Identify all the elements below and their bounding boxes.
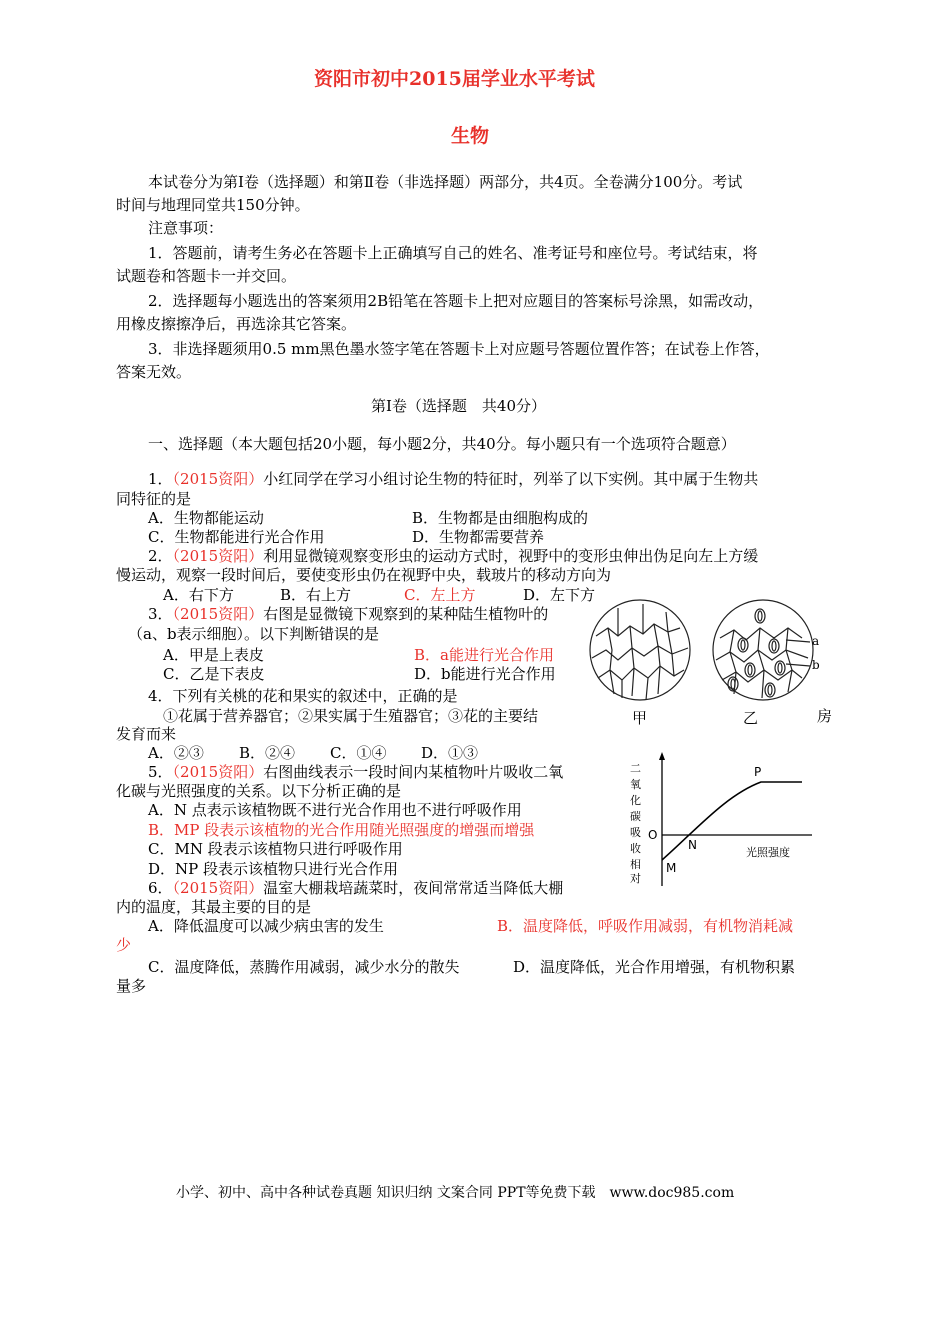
question-1 <box>148 469 758 489</box>
q1-num: 1． <box>148 470 173 488</box>
graph-ylabel-3: 化 <box>630 794 641 807</box>
graph-point-o: O <box>648 828 658 842</box>
q1-option-b: B．生物都是由细胞构成的 <box>412 509 589 527</box>
q5-option-c: C．MN 段表示该植物只进行呼吸作用 <box>148 840 403 858</box>
graph-xlabel: 光照强度 <box>746 846 790 859</box>
note-1-cont: 试题卷和答题卡一并交回。 <box>116 267 297 285</box>
fig-label-jia: 甲 <box>632 709 648 727</box>
epidermis-jia-cells <box>590 600 690 700</box>
q6-source-tag: （2015资阳） <box>172 879 264 897</box>
q4-stem-cont: ①花属于营养器官；②果实属于生殖器官；③花的主要结 <box>163 707 539 725</box>
section-title: 第Ⅰ卷（选择题 共40分） <box>371 397 547 415</box>
footer-text: 小学、初中、高中各种试卷真题 知识归纳 文案合同 PPT等免费下载 www.doc985.com <box>176 1185 735 1201</box>
note-2: 2．选择题每小题选出的答案须用2B铅笔在答题卡上把对应题目的答案标号涂黑，如需改动， <box>148 292 764 310</box>
q6-option-b-cont: 少 <box>116 936 132 954</box>
graph-point-p: P <box>754 765 762 779</box>
q2-stem: 利用显微镜观察变形虫的运动方式时，视野中的变形虫伸出伪足向左上方缓 <box>263 547 759 565</box>
q6-stem: 温室大棚栽培蔬菜时，夜间常常适当降低大棚 <box>263 879 564 897</box>
q6-option-c: C．温度降低，蒸腾作用减弱，减少水分的散失 <box>148 958 460 976</box>
q2-option-d: D．左下方 <box>523 586 596 604</box>
q4-option-d: D．①③ <box>421 744 479 762</box>
graph-point-m: M <box>666 861 677 875</box>
subject-title: 生物 <box>451 125 490 147</box>
graph-ylabel-1: 二 <box>630 762 641 775</box>
q4-option-a: A．②③ <box>148 744 204 762</box>
q2-option-c: C．左上方 <box>404 586 476 604</box>
question-3 <box>148 604 548 624</box>
fig-label-yi: 乙 <box>743 709 759 727</box>
q1-option-d: D．生物都需要营养 <box>412 528 545 546</box>
q5-option-a: A．N 点表示该植物既不进行光合作用也不进行呼吸作用 <box>148 801 522 819</box>
graph-ylabel-2: 氧 <box>630 778 641 791</box>
q4-option-c: C．①④ <box>330 744 387 762</box>
intro-line: 时间与地理同堂共150分钟。 <box>116 196 310 214</box>
q2-stem-cont: 慢运动，观察一段时间后，要使变形虫仍在视野中央，载玻片的移动方向为 <box>116 566 612 584</box>
q5-source-tag: （2015资阳） <box>172 763 264 781</box>
graph-ylabel-8: 对 <box>630 872 641 885</box>
intro-line: 本试卷分为第Ⅰ卷（选择题）和第Ⅱ卷（非选择题）两部分，共4页。全卷满分100分。考试 <box>148 173 743 191</box>
q4-stem-cont-end: 房 <box>817 707 833 725</box>
q2-option-b: B．右上方 <box>280 586 352 604</box>
q4-option-b: B．②④ <box>239 744 296 762</box>
co2-light-graph <box>626 750 826 890</box>
q1-option-c: C．生物都能进行光合作用 <box>148 528 325 546</box>
q6-option-d: D．温度降低，光合作用增强，有机物积累 <box>513 958 796 976</box>
fig-label-a: a <box>812 634 820 648</box>
q3-source-tag: （2015资阳） <box>172 605 264 623</box>
q3-option-d: D．b能进行光合作用 <box>414 665 556 683</box>
q2-source-tag: （2015资阳） <box>172 547 264 565</box>
note-1: 1．答题前，请考生务必在答题卡上正确填写自己的姓名、准考证号和座位号。考试结束，将 <box>148 244 758 262</box>
question-5 <box>148 762 563 782</box>
leaf-epidermis-figure <box>588 598 833 722</box>
graph-ylabel-5: 吸 <box>630 826 641 839</box>
q5-stem-cont: 化碳与光照强度的关系。以下分析正确的是 <box>116 782 402 800</box>
q3-stem-cont: （a、b表示细胞）。以下判断错误的是 <box>128 625 380 643</box>
q2-num: 2． <box>148 547 173 565</box>
graph-ylabel-4: 碳 <box>630 810 641 823</box>
q6-option-d-cont: 量多 <box>116 977 147 995</box>
q5-option-d: D．NP 段表示该植物只进行光合作用 <box>148 860 399 878</box>
section-instruction: 一、选择题（本大题包括20小题，每小题2分，共40分。每小题只有一个选项符合题意） <box>148 435 736 453</box>
epidermis-yi-cells <box>713 600 813 700</box>
q3-option-b: B．a能进行光合作用 <box>414 646 554 664</box>
q5-option-b: B．MP 段表示该植物的光合作用随光照强度的增强而增强 <box>148 821 535 839</box>
q6-option-b: B．温度降低，呼吸作用减弱，有机物消耗减 <box>497 917 794 935</box>
q2-option-a: A．右下方 <box>163 586 234 604</box>
q3-num: 3． <box>148 605 173 623</box>
q3-option-c: C．乙是下表皮 <box>163 665 265 683</box>
q5-num: 5． <box>148 763 173 781</box>
note-3-cont: 答案无效。 <box>116 363 192 381</box>
graph-point-n: N <box>688 838 697 852</box>
q1-stem: 小红同学在学习小组讨论生物的特征时，列举了以下实例。其中属于生物共 <box>263 470 759 488</box>
notes-title: 注意事项： <box>148 219 224 237</box>
q3-option-a: A．甲是上表皮 <box>163 646 264 664</box>
note-3: 3．非选择题须用0.5 mm黑色墨水签字笔在答题卡上对应题号答题位置作答；在试卷上作答， <box>148 340 770 358</box>
figure-mask <box>596 712 810 722</box>
exam-title: 资阳市初中2015届学业水平考试 <box>314 68 595 90</box>
note-2-cont: 用橡皮擦擦净后，再选涂其它答案。 <box>116 315 357 333</box>
graph-ylabel-7: 相 <box>630 858 641 871</box>
question-6 <box>148 878 563 898</box>
q1-stem-cont: 同特征的是 <box>116 490 192 508</box>
q4-stem-cont-2: 发育而来 <box>116 725 177 743</box>
q6-option-a: A．降低温度可以减少病虫害的发生 <box>148 917 384 935</box>
q6-stem-cont: 内的温度，其最主要的目的是 <box>116 898 312 916</box>
q1-option-a: A．生物都能运动 <box>148 509 264 527</box>
q3-stem: 右图是显微镜下观察到的某种陆生植物叶的 <box>263 605 549 623</box>
fig-label-b: b <box>812 658 820 672</box>
graph-y-arrow <box>659 752 665 760</box>
graph-ylabel-6: 收 <box>630 842 641 855</box>
question-2 <box>148 546 758 566</box>
q5-stem: 右图曲线表示一段时间内某植物叶片吸收二氧 <box>263 763 564 781</box>
q6-num: 6． <box>148 879 173 897</box>
q1-source-tag: （2015资阳） <box>172 470 264 488</box>
question-4: 4．下列有关桃的花和果实的叙述中，正确的是 <box>148 687 458 705</box>
